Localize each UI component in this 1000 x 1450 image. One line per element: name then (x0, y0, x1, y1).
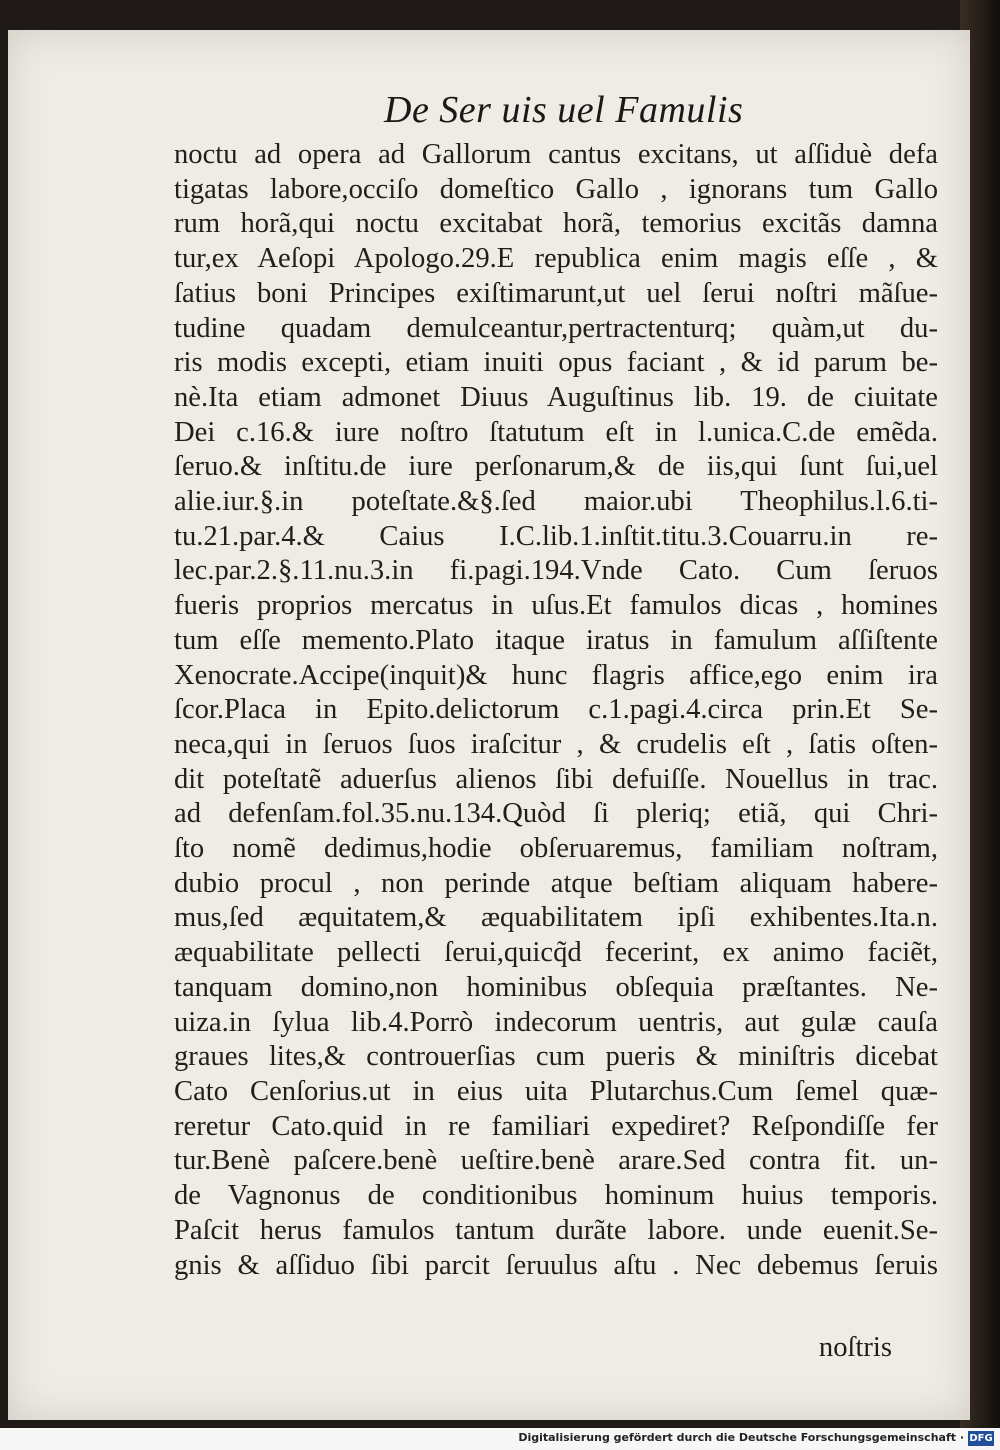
text-line: neca,qui in ſeruos ſuos iraſcitur , & crudelis eſt , ſatis oſten- (174, 728, 938, 760)
body-text (174, 138, 938, 1283)
text-line: tigatas labore,occiſo domeſtico Gallo , ignorans tum Gallo (174, 173, 938, 205)
text-line: fueris proprios mercatus in uſus.Et famulos dicas , homines (174, 590, 938, 622)
text-line: tudine quadam demulceantur,pertractenturq; quàm,ut du- (174, 312, 938, 344)
dfg-logo-icon: DFG (969, 1433, 993, 1444)
text-line: ſto nomẽ dedimus,hodie obſeruaremus, familiam noſtram, (174, 833, 938, 865)
catchword: noſtris (818, 1332, 892, 1363)
text-line: lec.par.2.§.11.nu.3.in fi.pagi.194.Vnde Cato. Cum ſeruos (174, 555, 938, 587)
text-line: dit poteſtatẽ aduerſus alienos ſibi defuiſſe. Nouellus in trac. (174, 763, 938, 795)
running-head: De Ser uis uel Famulis (384, 89, 744, 131)
text-line: tanquam domino,non hominibus obſequia præſtantes. Ne- (174, 971, 938, 1003)
text-line: ſeruo.& inſtitu.de iure perſonarum,& de iis,qui ſunt ſui,uel (174, 451, 938, 483)
text-line: nè.Ita etiam admonet Diuus Auguſtinus lib. 19. de ciuitate (174, 381, 938, 413)
text-line: rum horã,qui noctu excitabat horã, temorius excitãs damna (174, 208, 938, 240)
text-line: gnis & aſſiduo ſibi parcit ſeruulus aſtu . Nec debemus ſeruis (174, 1249, 938, 1281)
text-line: dubio procul , non perinde atque beſtiam aliquam habere- (174, 867, 938, 899)
text-line: ſatius boni Principes exiſtimarunt,ut uel ſerui noſtri mãſue- (174, 277, 938, 309)
book-page (8, 30, 970, 1420)
text-line: reretur Cato.quid in re familiari expediret? Reſpondiſſe fer (174, 1110, 938, 1142)
text-line: ſcor.Placa in Epito.delictorum c.1.pagi.4.circa prin.Et Se- (174, 694, 938, 726)
text-line: noctu ad opera ad Gallorum cantus excitans, ut aſſiduè defa (174, 139, 938, 170)
digitization-footer (0, 1428, 1000, 1450)
text-line: tur,ex Aeſopi Apologo.29.E republica enim magis eſſe , & (174, 243, 938, 275)
text-line: ad defenſam.fol.35.nu.134.Quòd ſi pleriq; etiã, qui Chri- (174, 798, 938, 830)
text-line: tur.Benè paſcere.benè ueſtire.benè arare.Sed contra fit. un- (174, 1145, 938, 1177)
text-line: graues lites,& controuerſias cum pueris & miniſtris dicebat (174, 1041, 938, 1073)
text-line: Cato Cenſorius.ut in eius uita Plutarchus.Cum ſemel quæ- (174, 1075, 938, 1107)
text-line: mus,ſed æquitatem,& æquabilitatem ipſi exhibentes.Ita.n. (174, 902, 938, 934)
text-line: tu.21.par.4.& Caius I.C.lib.1.inſtit.titu.3.Couarru.in re- (174, 520, 938, 552)
text-line: de Vagnonus de conditionibus hominum huius temporis. (174, 1180, 938, 1212)
footer-credit: Digitalisierung gefördert durch die Deutsche Forschungsgemeinschaft · (518, 1431, 964, 1444)
text-line: ris modis excepti, etiam inuiti opus faciant , & id parum be- (174, 347, 938, 379)
text-line: Dei c.16.& iure noſtro ſtatutum eſt in l.unica.C.de emẽda. (174, 416, 938, 448)
text-line: Xenocrate.Accipe(inquit)& hunc flagris affice,ego enim ira (174, 659, 938, 691)
text-line: æquabilitate pellecti ſerui,quicq̃d fecerint, ex animo faciẽt, (174, 937, 938, 969)
text-line: tum eſſe memento.Plato itaque iratus in famulum aſſiſtente (174, 624, 938, 656)
text-line: alie.iur.§.in poteſtate.&§.ſed maior.ubi Theophilus.l.6.ti- (174, 486, 938, 518)
text-line: uiza.in ſylua lib.4.Porrò indecorum uentris, aut gulæ cauſa (174, 1006, 938, 1038)
text-line: Paſcit herus famulos tantum durãte labore. unde euenit.Se- (174, 1214, 938, 1246)
